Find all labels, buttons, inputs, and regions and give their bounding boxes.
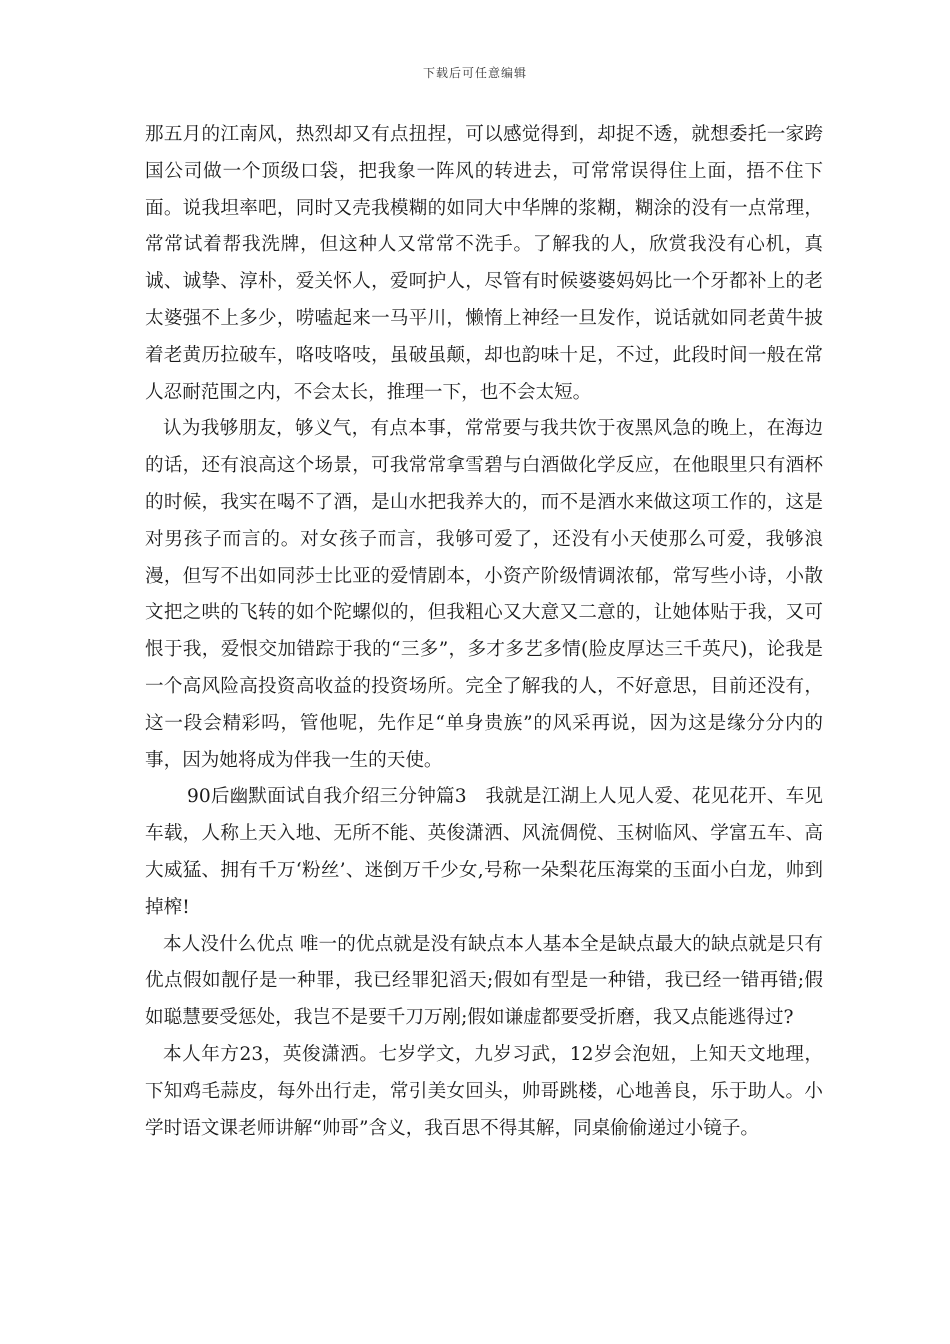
page-header: 下载后可任意编辑: [422, 66, 527, 80]
paragraph-5: 本人年方23，英俊潇洒。七岁学文，九岁习武，12岁会泡妞，上知天文地理，下知鸡毛蒜皮，每外出行走，常引美女回头，帅哥跳楼，心地善良，乐于助人。小学时语文课老师讲解“帅哥”含义，我百思不得其解，同桌偷偷递过小镜子。: [145, 1043, 823, 1139]
document-body: [145, 117, 823, 1147]
paragraph-2: 认为我够朋友，够义气，有点本事，常常要与我共饮于夜黑风急的晚上，在海边的话，还有浪高这个场景，可我常常拿雪碧与白酒做化学反应，在他眼里只有酒杯的时候，我实在喝不了酒，是山水把我养大的，而不是酒水来做这项工作的，这是对男孩子而言的。对女孩子而言，我够可爱了，还没有小天使那么可爱，我够浪漫，但写不出如同莎士比亚的爱情剧本，小资产阶级情调浓郁，常写些小诗，小散文把之哄的飞转的如个陀螺似的，但我粗心又大意又二意的，让她体贴于我，又可恨于我，爱恨交加错踪于我的“三多”，多才多艺多情(脸皮厚达三千英尺)，论我是一个高风险高投资高收益的投资场所。完全了解我的人，不好意思，目前还没有，这一段会精彩吗，管他呢，先作足“单身贵族”的风采再说，因为这是缘分分内的事，因为她将成为伴我一生的天使。: [145, 418, 823, 771]
paragraph-3: 90后幽默面试自我介绍三分钟篇3 我就是江湖上人见人爱、花见花开、车见车载，人称上天入地、无所不能、英俊潇洒、风流倜傥、玉树临风、学富五车、高大威猛、拥有千万‘粉丝’、迷倒万千少女,号称一朵梨花压海棠的玉面小白龙，帅到掉榨!: [145, 786, 823, 918]
paragraph-1: 那五月的江南风，热烈却又有点扭捏，可以感觉得到，却捉不透，就想委托一家跨国公司做一个顶级口袋，把我象一阵风的转进去，可常常误得住上面，捂不住下面。说我坦率吧，同时又壳我模糊的如同大中华牌的浆糊，糊涂的没有一点常理，常常试着帮我洗牌，但这种人又常常不洗手。了解我的人，欣赏我没有心机，真诚、诚挚、淳朴，爱关怀人，爱呵护人，尽管有时候婆婆妈妈比一个牙都补上的老太婆强不上多少，唠嗑起来一马平川，懒惰上神经一旦发作，说话就如同老黄牛披着老黄历拉破车，咯吱咯吱，虽破虽颠，却也韵味十足，不过，此段时间一般在常人忍耐范围之内，不会太长，推理一下，也不会太短。: [145, 124, 823, 403]
paragraph-4: 本人没什么优点 唯一的优点就是没有缺点本人基本全是缺点最大的缺点就是只有优点假如靓仔是一种罪，我已经罪犯滔天;假如有型是一种错，我已经一错再错;假如聪慧要受惩处，我岂不是要千刀万剐;假如谦虚都要受折磨，我又点能逃得过?: [145, 933, 823, 1029]
